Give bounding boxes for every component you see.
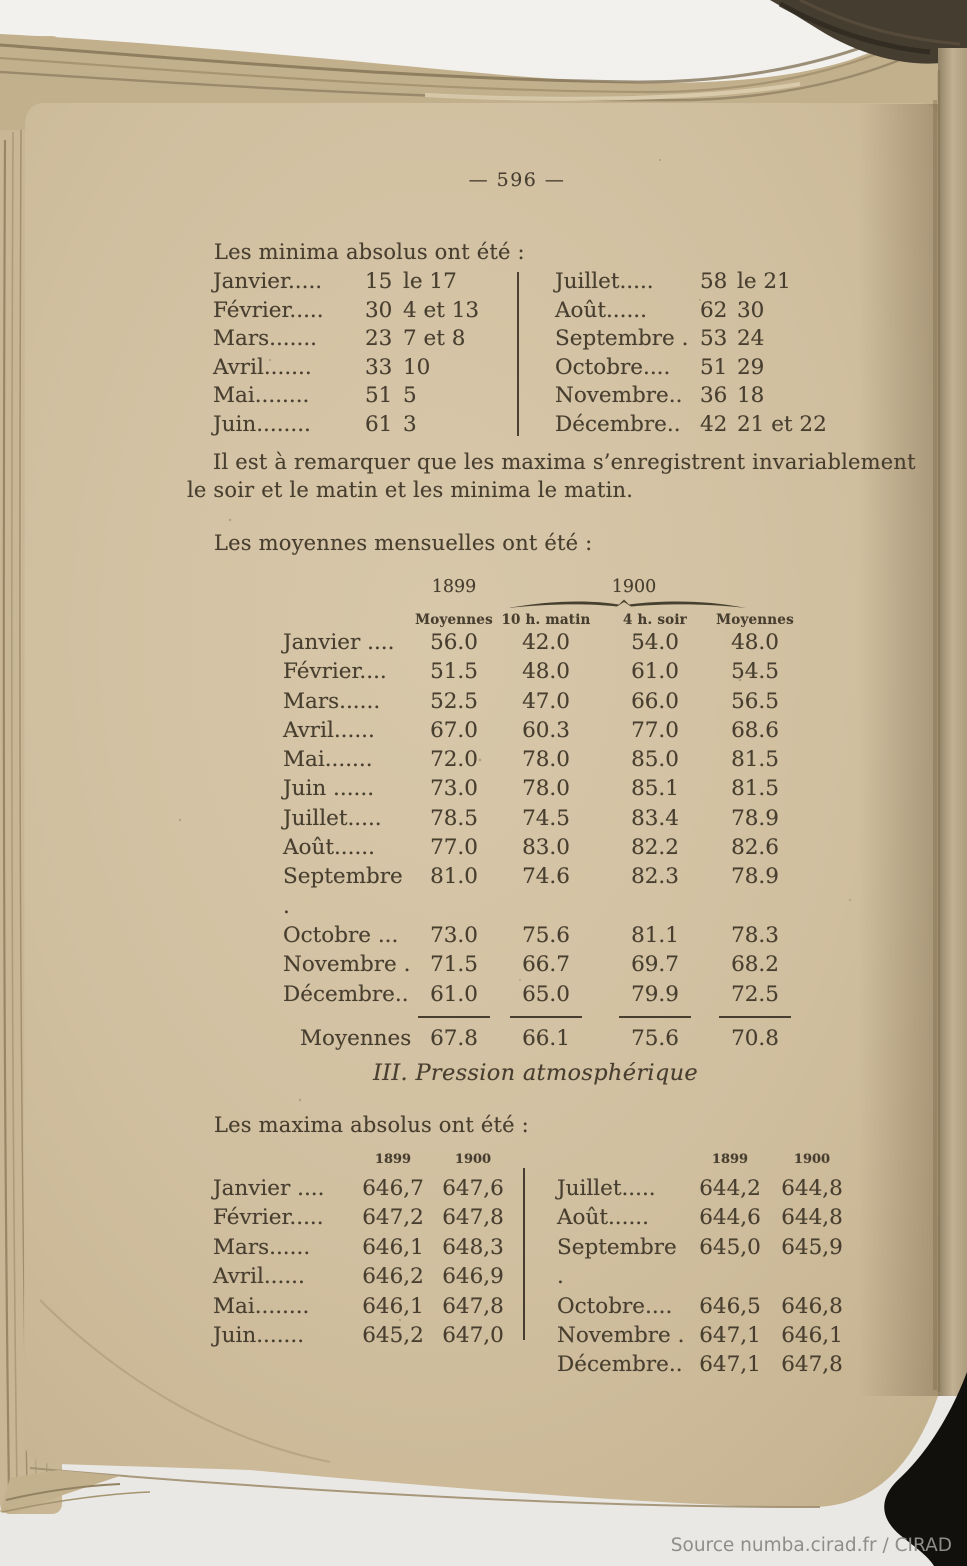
table-row: [555, 297, 873, 326]
month-cell: Octobre....: [557, 1293, 673, 1319]
table-row: [557, 1233, 867, 1292]
page-number: — 596 —: [468, 169, 566, 191]
spacer: [283, 612, 415, 628]
month-cell: Juin.......: [213, 1323, 305, 1349]
month-cell: Novembre .: [283, 952, 411, 978]
table-row: [555, 411, 873, 440]
month-cell: Mars.......: [213, 326, 317, 352]
month-cell: Septembre .: [557, 1234, 677, 1290]
total-value: 70.8: [731, 1025, 779, 1051]
value-cell: 647,8: [781, 1352, 843, 1378]
pression-table-left: [213, 1152, 515, 1350]
value-cell: 82.3: [631, 864, 679, 890]
table-row: [213, 1321, 515, 1350]
table-row: [213, 354, 517, 383]
value-cell: 646,9: [442, 1264, 504, 1290]
value-cell: 79.9: [631, 981, 679, 1007]
value-cell: 48.0: [731, 630, 779, 655]
value-cell: 54.0: [631, 630, 679, 655]
month-cell: Décembre..: [283, 981, 409, 1007]
month-cell: Janvier ....: [213, 1176, 325, 1201]
value-cell: 646,1: [781, 1323, 843, 1349]
table-row: [283, 980, 803, 1009]
total-value: 67.8: [430, 1025, 478, 1051]
value-cell: 47.0: [522, 688, 570, 714]
value-cell: 81.0: [430, 864, 478, 890]
value-cell: 646,8: [781, 1293, 843, 1319]
table-row: [283, 628, 803, 657]
year-1900-label: 1900: [611, 577, 657, 597]
month-cell: Avril.......: [213, 354, 312, 380]
table-row: [283, 687, 803, 716]
date-cell: 30: [737, 297, 765, 323]
table-row: [283, 745, 803, 774]
month-cell: Mars......: [213, 1234, 311, 1260]
value-cell: 52.5: [430, 688, 478, 714]
date-cell: 4 et 13: [403, 297, 480, 323]
date-cell: 29: [737, 354, 765, 380]
month-cell: Mai........: [213, 1293, 310, 1319]
value-cell: 58: [700, 269, 728, 294]
value-cell: 74.6: [522, 864, 570, 890]
month-cell: Juin........: [213, 411, 311, 437]
remark-paragraph: [187, 449, 916, 504]
table-row: [213, 268, 517, 297]
value-cell: 42: [700, 411, 728, 437]
value-cell: 647,1: [699, 1323, 761, 1349]
value-cell: 644,8: [781, 1205, 843, 1231]
column-header: Moyennes: [716, 612, 794, 628]
source-credit: Source numba.cirad.fr / CIRAD: [670, 1535, 952, 1556]
value-cell: 73.0: [430, 922, 478, 948]
rule-line: [619, 1016, 691, 1018]
table-divider: [517, 272, 519, 436]
month-cell: Février....: [283, 659, 387, 685]
value-cell: 23: [365, 326, 393, 352]
value-cell: 48.0: [522, 659, 570, 685]
value-cell: 51: [700, 354, 728, 380]
total-value: 75.6: [631, 1025, 679, 1051]
value-cell: 81.5: [731, 747, 779, 773]
moyennes-intro: Les moyennes mensuelles ont été :: [214, 531, 593, 555]
value-cell: 51: [365, 383, 393, 409]
date-cell: le 17: [403, 269, 457, 294]
date-cell: 18: [737, 383, 765, 409]
value-cell: 30: [365, 297, 393, 323]
month-cell: Avril......: [213, 1264, 305, 1290]
totals-label: Moyennes: [300, 1025, 412, 1051]
table-row: [213, 411, 517, 440]
date-cell: 3: [403, 411, 417, 437]
table-row: [283, 950, 803, 979]
value-cell: 646,2: [362, 1264, 424, 1290]
table-row: [213, 325, 517, 354]
value-cell: 85.1: [631, 776, 679, 802]
table-row: [213, 1262, 515, 1291]
table-row: [283, 774, 803, 803]
value-cell: 82.6: [731, 835, 779, 861]
month-cell: Septembre .: [283, 864, 403, 919]
section-heading: III. Pression atmosphérique: [372, 1060, 698, 1086]
month-cell: Mai........: [213, 383, 310, 409]
value-cell: 647,8: [442, 1205, 504, 1231]
column-header: Moyennes: [415, 612, 493, 628]
value-cell: 82.2: [631, 835, 679, 861]
month-cell: Juillet.....: [283, 805, 382, 831]
column-header: 10 h. matin: [501, 612, 591, 628]
totals-row: [283, 1024, 803, 1053]
table-row: [213, 1292, 515, 1321]
table-row: [213, 297, 517, 326]
table-row: [557, 1292, 867, 1321]
rule-line: [510, 1016, 582, 1018]
table-row: [555, 325, 873, 354]
value-cell: 78.9: [731, 805, 779, 831]
month-cell: Avril......: [283, 717, 375, 743]
value-cell: 644,6: [699, 1205, 761, 1231]
value-cell: 36: [700, 383, 728, 409]
value-cell: 65.0: [522, 981, 570, 1007]
year-1900-label: 1900: [793, 1152, 831, 1167]
month-cell: Août......: [555, 297, 647, 323]
date-cell: 5: [403, 383, 417, 409]
value-cell: 68.6: [731, 717, 779, 743]
table-row: [557, 1203, 867, 1232]
value-cell: 69.7: [631, 952, 679, 978]
value-cell: 68.2: [731, 952, 779, 978]
month-cell: Janvier ....: [283, 630, 395, 655]
value-cell: 66.7: [522, 952, 570, 978]
value-cell: 72.5: [731, 981, 779, 1007]
date-cell: 24: [737, 326, 765, 352]
value-cell: 33: [365, 354, 393, 380]
year-1900-label: 1900: [454, 1152, 492, 1167]
value-cell: 78.3: [731, 922, 779, 948]
month-cell: Mai.......: [283, 747, 373, 773]
year-header-row: [283, 577, 803, 597]
value-cell: 646,5: [699, 1293, 761, 1319]
value-cell: 66.0: [631, 688, 679, 714]
table-row: [555, 354, 873, 383]
value-cell: 646,7: [362, 1176, 424, 1201]
table-row: [283, 716, 803, 745]
pression-rows-right: [557, 1174, 867, 1380]
value-cell: 71.5: [430, 952, 478, 978]
value-cell: 78.5: [430, 805, 478, 831]
table-row: [283, 921, 803, 950]
value-cell: 72.0: [430, 747, 478, 773]
value-cell: 81.1: [631, 922, 679, 948]
table-row: [283, 657, 803, 686]
year-1899-label: 1899: [711, 1152, 749, 1167]
value-cell: 77.0: [631, 717, 679, 743]
value-cell: 646,1: [362, 1293, 424, 1319]
value-cell: 644,2: [699, 1176, 761, 1201]
month-cell: Juillet.....: [555, 269, 654, 294]
date-cell: le 21: [737, 269, 791, 294]
table-row: [213, 1233, 515, 1262]
table-row: [557, 1174, 867, 1203]
value-cell: 56.5: [731, 688, 779, 714]
column-header: 4 h. soir: [623, 612, 687, 628]
value-cell: 54.5: [731, 659, 779, 685]
value-cell: 644,8: [781, 1176, 843, 1201]
value-cell: 78.0: [522, 747, 570, 773]
value-cell: 645,9: [781, 1234, 843, 1260]
value-cell: 646,1: [362, 1234, 424, 1260]
value-cell: 60.3: [522, 717, 570, 743]
spacer: [557, 1152, 689, 1174]
table-row: [213, 382, 517, 411]
totals-rules: [283, 1012, 803, 1022]
value-cell: 67.0: [430, 717, 478, 743]
value-cell: 15: [365, 269, 393, 294]
value-cell: 77.0: [430, 835, 478, 861]
value-cell: 85.0: [631, 747, 679, 773]
value-cell: 56.0: [430, 630, 478, 655]
table-row: [555, 382, 873, 411]
month-cell: Février.....: [213, 1205, 324, 1231]
table-row: [555, 268, 873, 297]
month-cell: Mars......: [283, 688, 381, 714]
value-cell: 73.0: [430, 776, 478, 802]
value-cell: 61: [365, 411, 393, 437]
spacer: [213, 1152, 353, 1174]
month-cell: Août......: [283, 835, 375, 861]
value-cell: 83.4: [631, 805, 679, 831]
rule-line: [719, 1016, 791, 1018]
rule-line: [418, 1016, 490, 1018]
month-cell: Décembre..: [557, 1352, 683, 1378]
date-cell: 10: [403, 354, 431, 380]
date-cell: 21 et 22: [737, 411, 827, 437]
value-cell: 62: [700, 297, 728, 323]
year-1899-label: 1899: [431, 577, 477, 597]
total-value: 66.1: [522, 1025, 570, 1051]
month-cell: Juin ......: [283, 776, 375, 802]
table-divider: [523, 1168, 525, 1340]
value-cell: 42.0: [522, 630, 570, 655]
year-header-row: [213, 1152, 515, 1174]
date-cell: 7 et 8: [403, 326, 466, 352]
value-cell: 53: [700, 326, 728, 352]
table-row: [557, 1321, 867, 1350]
value-cell: 78.9: [731, 864, 779, 890]
value-cell: 648,3: [442, 1234, 504, 1260]
month-cell: Octobre....: [555, 354, 671, 380]
moyennes-table: [283, 577, 803, 1053]
table-row: [283, 862, 803, 921]
value-cell: 81.5: [731, 776, 779, 802]
value-cell: 74.5: [522, 805, 570, 831]
value-cell: 83.0: [522, 835, 570, 861]
month-cell: Novembre..: [555, 383, 683, 409]
pression-rows-left: [213, 1174, 515, 1350]
value-cell: 61.0: [430, 981, 478, 1007]
remark-line1: Il est à remarquer que les maxima s’enregistrent invariablement: [213, 450, 916, 474]
spacer: [283, 1012, 415, 1022]
value-cell: 647,0: [442, 1323, 504, 1349]
month-cell: Juillet.....: [557, 1176, 656, 1201]
value-cell: 78.0: [522, 776, 570, 802]
table-row: [213, 1203, 515, 1232]
column-headers: [283, 612, 803, 628]
table-row: [557, 1350, 867, 1379]
pression-table-right: [557, 1152, 867, 1380]
minima-intro: Les minima absolus ont été :: [214, 240, 525, 264]
moyennes-rows: [283, 628, 803, 1009]
value-cell: 647,8: [442, 1293, 504, 1319]
value-cell: 647,1: [699, 1352, 761, 1378]
month-cell: Décembre..: [555, 411, 681, 437]
minima-table-left: [213, 268, 517, 440]
value-cell: 647,6: [442, 1176, 504, 1201]
month-cell: Septembre .: [555, 326, 689, 352]
table-row: [283, 833, 803, 862]
overbrace-icon: [507, 598, 747, 609]
table-row: [213, 1174, 515, 1203]
remark-line2: le soir et le matin et les minima le matin.: [187, 477, 634, 502]
value-cell: 61.0: [631, 659, 679, 685]
minima-table-right: [555, 268, 873, 440]
month-cell: Janvier.....: [213, 269, 323, 294]
value-cell: 647,2: [362, 1205, 424, 1231]
month-cell: Octobre ...: [283, 922, 399, 948]
pression-intro: Les maxima absolus ont été :: [214, 1113, 529, 1137]
month-cell: Novembre .: [557, 1323, 685, 1349]
year-1899-label: 1899: [374, 1152, 412, 1167]
month-cell: Février.....: [213, 297, 324, 323]
value-cell: 51.5: [430, 659, 478, 685]
value-cell: 645,0: [699, 1234, 761, 1260]
month-cell: Août......: [557, 1205, 649, 1231]
year-header-row: [557, 1152, 867, 1174]
table-row: [283, 804, 803, 833]
value-cell: 75.6: [522, 922, 570, 948]
value-cell: 645,2: [362, 1323, 424, 1349]
